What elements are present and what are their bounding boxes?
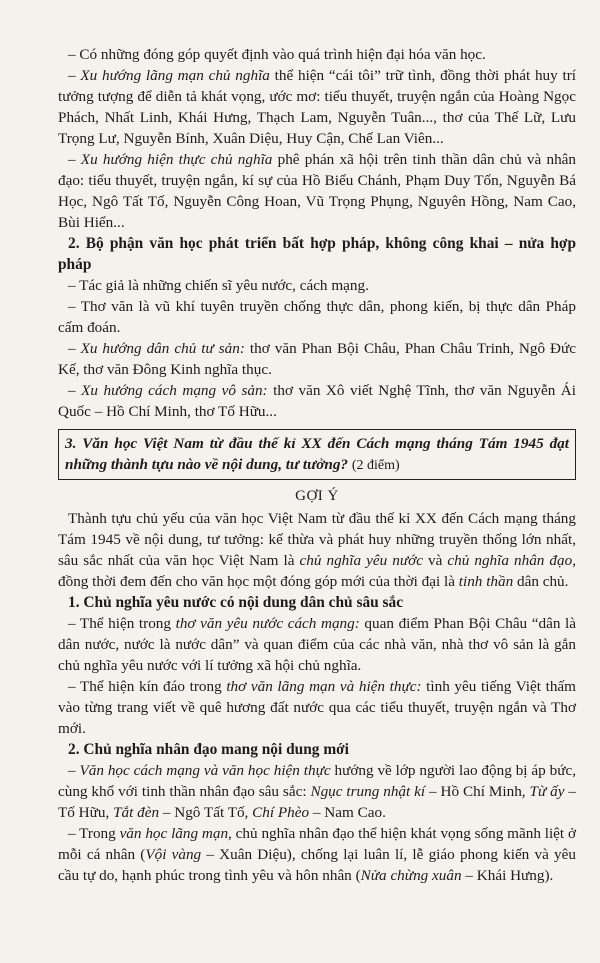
question-3 [65, 433, 569, 476]
paragraph-weapon: – Thơ văn là vũ khí tuyên truyền chống thực dân, phong kiến, bị thực dân Pháp cấm đoán. [58, 298, 576, 336]
text: , đồng thời đem đến cho văn học một đóng góp mới của thời đại là [58, 552, 577, 590]
text: dân chủ. [513, 573, 569, 590]
paragraph-authors: – Tác giả là những chiến sĩ yêu nước, cách mạng. [68, 277, 369, 294]
work-title: Nửa chừng xuân [360, 867, 462, 884]
text: phê phán xã hội trên tinh thần dân chủ và nhân đạo: tiểu thuyết, truyện ngắn, kí sự của Hồ Biểu Chánh, Phạm Duy Tốn, Nguyễn Bá Học, Ngô Tất Tố, Nguyễn Công Hoan, Vũ Trọng Phụng, Nguyên Hồng, Nam Cao, Bùi Hiển... [58, 151, 576, 231]
text: quan điểm Phan Bội Châu “dân là dân nước, nước là nước dân” và quan điểm của các nhà văn, nhà thơ vô sản là gắn chủ nghĩa yêu nước với lí tưởng xã hội chủ nghĩa. [58, 615, 577, 674]
paragraph-romantic-trend [58, 65, 576, 149]
text: – Thể hiện trong [68, 615, 176, 632]
text: – Trong [68, 825, 120, 842]
text: – Xuân Diệu), chống lại luân lí, lễ giáo phong kiến và yêu cầu tự do, hạnh phúc trong tình yêu và hôn nhân ( [58, 846, 576, 884]
text: Thành tựu chủ yếu của văn học Việt Nam từ đầu thế kỉ XX đến Cách mạng tháng Tám 1945 về nội dung, tư tưởng: kế thừa và phát huy những truyền thống lớn nhất, sâu sắc nhất của văn học Việt Nam là [58, 510, 576, 569]
term-proletarian: – Xu hướng cách mạng vô sản: [68, 382, 268, 399]
work-title: Ngục trung nhật kí [310, 783, 426, 800]
heading-illegal-literature: 2. Bộ phận văn học phát triển bất hợp pháp, không công khai – nửa hợp pháp [58, 235, 576, 273]
text: – Thể hiện kín đáo trong [68, 678, 227, 695]
text: – Hồ Chí Minh, [425, 783, 530, 800]
term-revolutionary-poetry: thơ văn yêu nước cách mạng: [175, 615, 360, 632]
work-title: Từ ấy [529, 783, 565, 800]
term-humanism: chủ nghĩa nhân đạo [447, 552, 573, 569]
paragraph-proletarian [58, 380, 576, 422]
text: thơ văn Phan Bội Châu, Phan Châu Trinh, Ngô Đức Kế, thơ văn Đông Kinh nghĩa thục. [58, 340, 576, 378]
paragraph-patriotic-poetry [58, 613, 576, 676]
text: chủ nghĩa nhân đạo thể hiện khát vọng sống mãnh liệt ở mỗi cá nhân ( [58, 825, 576, 863]
question-box [58, 429, 576, 480]
term-patriotism: chủ nghĩa yêu nước [299, 552, 423, 569]
term-bourgeois: – Xu hướng dân chủ tư sản: [68, 340, 245, 357]
term-revolutionary-literature: – Văn học cách mạng và văn học hiện thực [68, 762, 331, 779]
text: hướng về lớp người lao động bị áp bức, cùng khổ với tinh thần nhân đạo sâu sắc: [58, 762, 576, 800]
paragraph-modernization: – Có những đóng góp quyết định vào quá trình hiện đại hóa văn học. [68, 46, 486, 63]
hint-heading: GỢI Ý [295, 488, 339, 504]
text: – Tố Hữu, [58, 783, 576, 821]
term-romantic: – Xu hướng lãng mạn chủ nghĩa [68, 67, 270, 84]
text: – Nam Cao. [309, 804, 386, 821]
paragraph-realist-trend [58, 149, 576, 233]
term-romantic-realist: thơ văn lãng mạn và hiện thực: [226, 678, 422, 695]
paragraph-romantic-literature [58, 823, 576, 886]
work-title: Chí Phèo [252, 804, 310, 821]
term-spirit: tinh thần [458, 573, 514, 590]
text: – Ngô Tất Tố, [159, 804, 253, 821]
text: thơ văn Xô viết Nghệ Tĩnh, thơ văn Nguyễn Ái Quốc – Hồ Chí Minh, thơ Tố Hữu... [58, 382, 576, 420]
work-title: Vội vàng [145, 846, 202, 863]
term-realist: – Xu hướng hiện thực chủ nghĩa [68, 151, 273, 168]
heading-patriotism: 1. Chủ nghĩa yêu nước có nội dung dân chủ sâu sắc [68, 594, 404, 611]
work-title: Tắt đèn [113, 804, 160, 821]
term-romantic-literature: văn học lãng mạn, [119, 825, 232, 842]
paragraph-revolutionary-literature [58, 760, 576, 823]
question-points: (2 điểm) [351, 458, 400, 473]
text: – Khái Hưng). [461, 867, 554, 884]
text: thể hiện “cái tôi” trữ tình, đồng thời phát huy trí tưởng tượng để diễn tả khát vọng, ước mơ: tiểu thuyết, truyện ngắn của Hoàng Ngọc Phách, Nhất Linh, Khái Hưng, Thạch Lam, Nguyễn Tuân..., thơ của Thế Lữ, Lưu Trọng Lư, Nguyễn Bính, Xuân Diệu, Huy Cận, Chế Lan Viên... [58, 67, 576, 147]
text: và [422, 552, 448, 569]
paragraph-bourgeois-democratic [58, 338, 576, 380]
heading-humanism: 2. Chủ nghĩa nhân đạo mang nội dung mới [68, 741, 349, 758]
question-text: 3. Văn học Việt Nam từ đầu thế kỉ XX đến Cách mạng tháng Tám 1945 đạt những thành tựu nào về nội dung, tư tưởng? [65, 435, 569, 473]
paragraph-achievements [58, 508, 576, 592]
text: tình yêu tiếng Việt thấm vào từng trang viết về quê hương đất nước qua các tiểu thuyết, truyện ngắn và Thơ mới. [58, 678, 576, 737]
paragraph-romantic-realist [58, 676, 576, 739]
